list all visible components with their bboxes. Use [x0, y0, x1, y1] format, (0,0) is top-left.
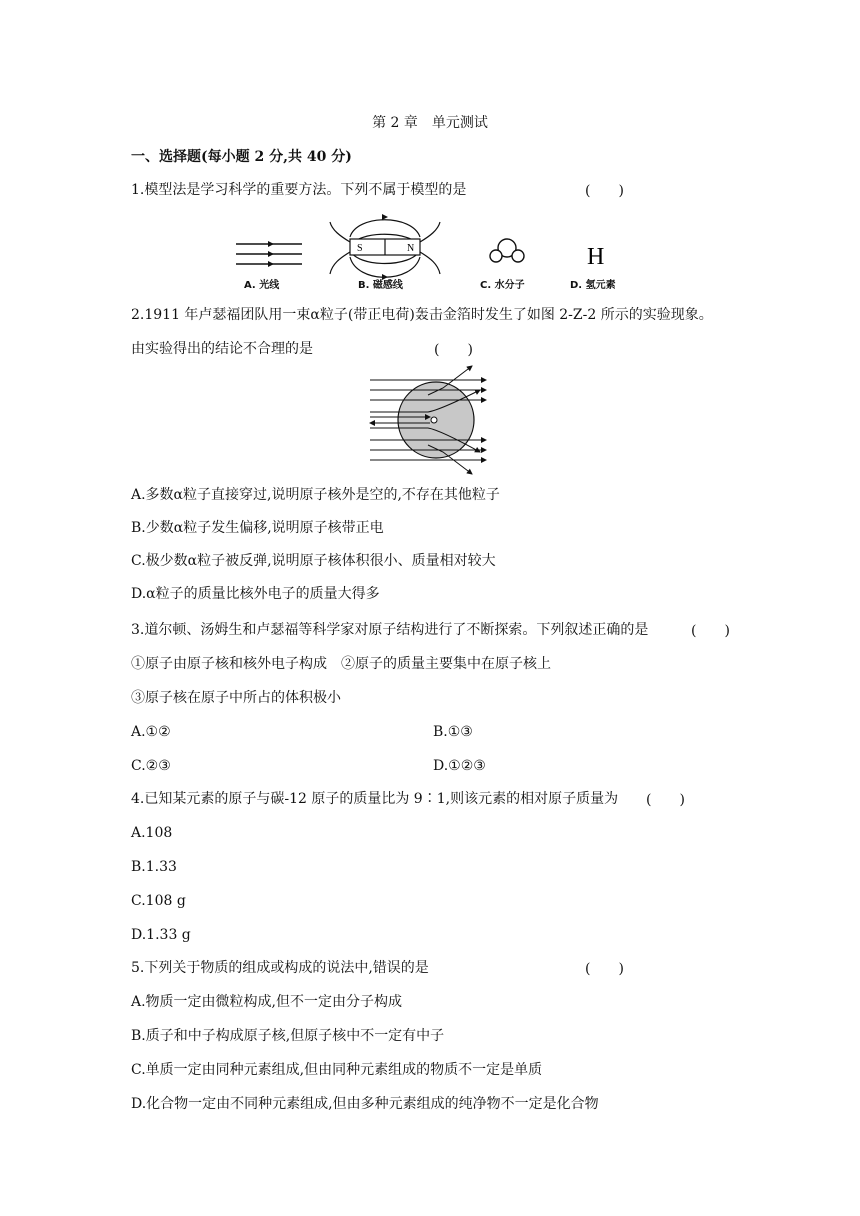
q3-option-d: D.①②③	[433, 758, 486, 774]
hydrogen-symbol: H	[587, 244, 605, 270]
q5-answer-blank: ( )	[585, 961, 624, 977]
magnetic-field-diagram	[330, 214, 440, 280]
q1-stem: 1.模型法是学习科学的重要方法。下列不属于模型的是	[131, 182, 467, 198]
q3-stem: 3.道尔顿、汤姆生和卢瑟福等科学家对原子结构进行了不断探索。下列叙述正确的是	[131, 622, 649, 638]
water-molecule-diagram	[490, 239, 524, 262]
section-heading: 一、选择题(每小题 2 分,共 40 分)	[131, 149, 352, 165]
magnet-s-pole: S	[357, 243, 363, 254]
q3-statement-2: ③原子核在原子中所占的体积极小	[131, 690, 341, 706]
q3-answer-blank: ( )	[691, 623, 730, 639]
rutherford-scattering-diagram	[368, 360, 493, 478]
q2-stem-line1: 2.1911 年卢瑟福团队用一束α粒子(带正电荷)轰击金箔时发生了如图 2-Z-2 所示的实验现象。	[131, 307, 713, 323]
q4-option-a: A.108	[131, 825, 173, 841]
q4-stem: 4.已知某元素的原子与碳-12 原子的质量比为 9∶1,则该元素的相对原子质量为	[131, 791, 619, 807]
q1-caption-c: C. 水分子	[480, 280, 525, 291]
q5-option-c: C.单质一定由同种元素组成,但由同种元素组成的物质不一定是单质	[131, 1062, 543, 1078]
q1-figure	[232, 212, 632, 292]
q3-option-b: B.①③	[433, 724, 473, 740]
q1-answer-blank: ( )	[585, 183, 624, 199]
page-title: 第 2 章 单元测试	[372, 115, 488, 131]
q2-option-c: C.极少数α粒子被反弹,说明原子核体积很小、质量相对较大	[131, 553, 496, 569]
q5-option-d: D.化合物一定由不同种元素组成,但由多种元素组成的纯净物不一定是化合物	[131, 1096, 599, 1112]
q2-figure	[368, 360, 493, 478]
q3-statement-1: ①原子由原子核和核外电子构成 ②原子的质量主要集中在原子核上	[131, 656, 551, 672]
nucleus	[431, 417, 437, 423]
light-rays-diagram	[236, 241, 302, 267]
q2-stem-line2: 由实验得出的结论不合理的是	[131, 341, 313, 357]
q3-option-c: C.②③	[131, 758, 171, 774]
q5-stem: 5.下列关于物质的组成或构成的说法中,错误的是	[131, 960, 429, 976]
q4-answer-blank: ( )	[646, 792, 685, 808]
q3-option-a: A.①②	[131, 724, 171, 740]
q1-caption-d: D. 氢元素	[570, 280, 616, 291]
q5-option-b: B.质子和中子构成原子核,但原子核中不一定有中子	[131, 1028, 445, 1044]
q4-option-b: B.1.33	[131, 859, 177, 875]
q2-answer-blank: ( )	[434, 342, 473, 358]
q2-option-a: A.多数α粒子直接穿过,说明原子核外是空的,不存在其他粒子	[131, 487, 500, 503]
q1-caption-b: B. 磁感线	[358, 280, 403, 291]
magnet-n-pole: N	[407, 243, 415, 254]
q4-option-c: C.108 g	[131, 893, 186, 909]
q2-option-b: B.少数α粒子发生偏移,说明原子核带正电	[131, 520, 384, 536]
q4-option-d: D.1.33 g	[131, 927, 191, 943]
q5-option-a: A.物质一定由微粒构成,但不一定由分子构成	[131, 994, 403, 1010]
q2-option-d: D.α粒子的质量比核外电子的质量大得多	[131, 586, 380, 602]
q1-caption-a: A. 光线	[244, 280, 280, 291]
